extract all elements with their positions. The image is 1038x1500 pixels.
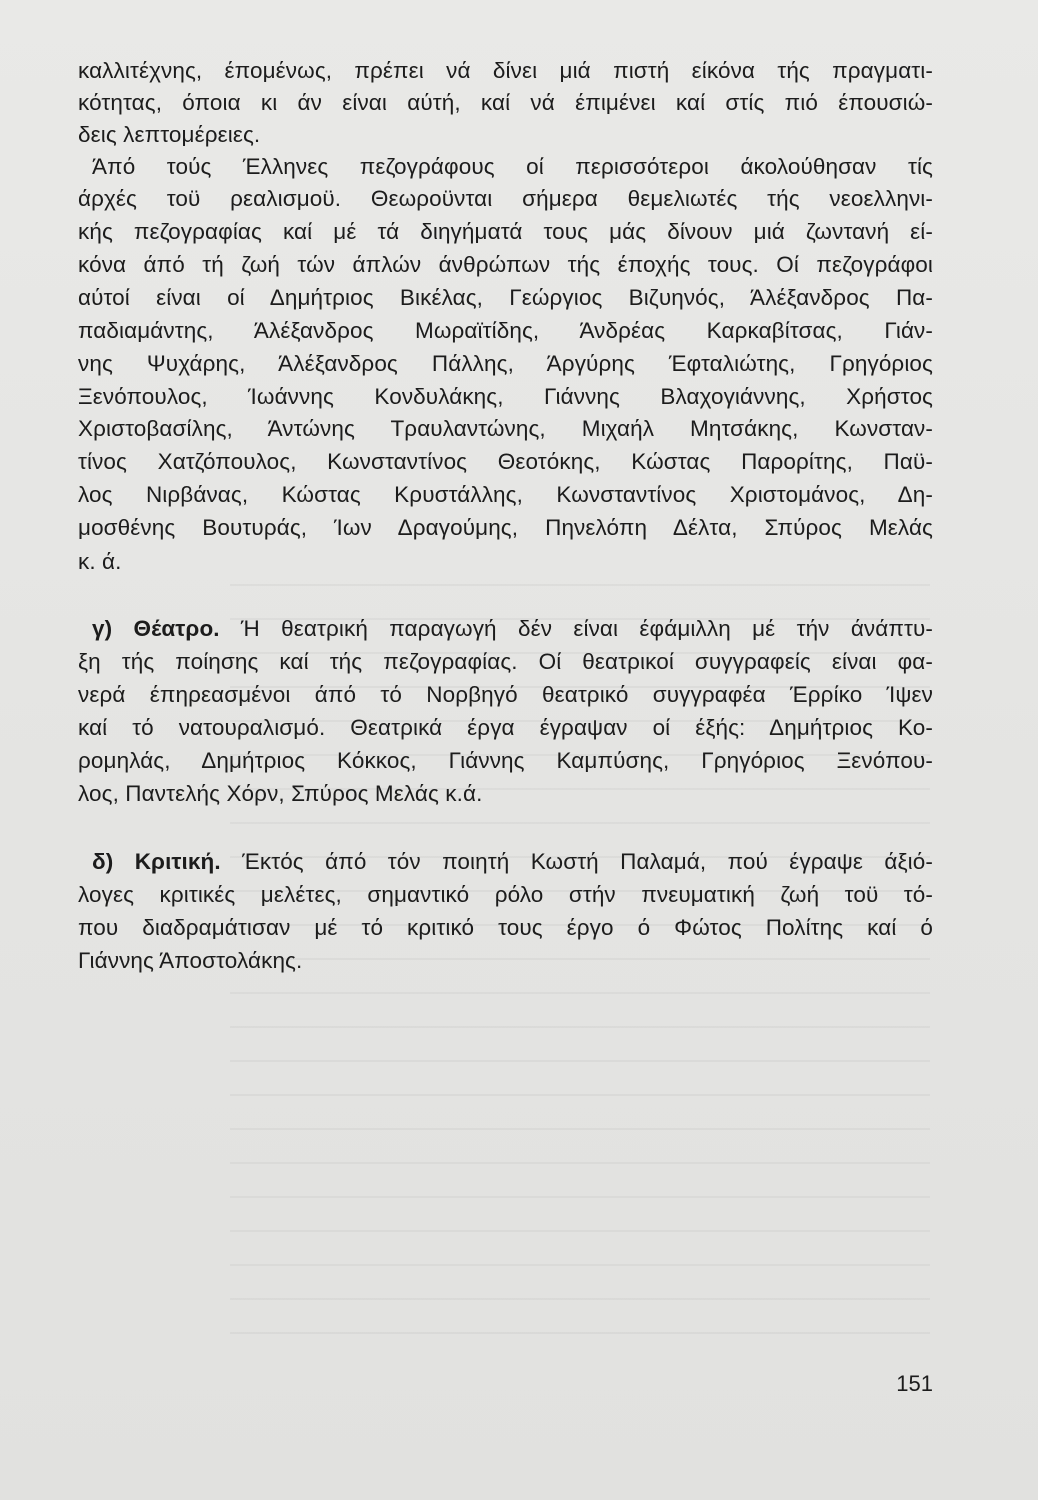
text-line: Άπό τούς Έλληνες πεζογράφους οί περισσότεροι άκολούθησαν τίς	[92, 154, 933, 179]
text-line: άρχές τοϋ ρεαλισμοϋ. Θεωροϋνται σήμερα θεμελιωτές τής νεοελληνι-	[78, 186, 933, 211]
section-heading-theatre: γ) Θέατρο.	[92, 616, 220, 641]
text-line: κόνα άπό τή ζωή τών άπλών άνθρώπων τής έποχής τους. Οί πεζογράφοι	[78, 252, 933, 277]
section-line-theatre	[92, 613, 933, 645]
text-line: κ. ά.	[78, 549, 122, 574]
text-line: μοσθένης Βουτυράς, Ίων Δραγούμης, Πηνελόπη Δέλτα, Σπύρος Μελάς	[78, 515, 933, 540]
text-line: αύτοί είναι οί Δημήτριος Βικέλας, Γεώργιος Βιζυηνός, Άλέξανδρος Πα-	[78, 285, 933, 310]
section-line-criticism	[92, 846, 933, 878]
text-line: τίνος Χατζόπουλος, Κωνσταντίνος Θεοτόκης, Κώστας Παρορίτης, Παϋ-	[78, 449, 933, 474]
text-span: Ή θεατρική παραγωγή δέν είναι έφάμιλλη μέ τήν άνάπτυ-	[219, 616, 933, 641]
text-line: ρομηλάς, Δημήτριος Κόκκος, Γιάννης Καμπύσης, Γρηγόριος Ξενόπου-	[78, 748, 933, 773]
text-line: λογες κριτικές μελέτες, σημαντικό ρόλο στήν πνευματική ζωή τοϋ τό-	[78, 882, 933, 907]
text-line: καλλιτέχνης, έπομένως, πρέπει νά δίνει μιά πιστή είκόνα τής πραγματι-	[78, 58, 933, 83]
text-line: Ξενόπουλος, Ίωάννης Κονδυλάκης, Γιάννης Βλαχογιάννης, Χρήστος	[78, 384, 933, 409]
text-line: καί τό νατουραλισμό. Θεατρικά έργα έγραψαν οί έξής: Δημήτριος Κο-	[78, 715, 933, 740]
text-line: νης Ψυχάρης, Άλέξανδρος Πάλλης, Άργύρης Έφταλιώτης, Γρηγόριος	[78, 351, 933, 376]
text-line: νερά έπηρεασμένοι άπό τό Νορβηγό θεατρικό συγγραφέα Έρρίκο Ίψεν	[78, 682, 933, 707]
text-line: Χριστοβασίλης, Άντώνης Τραυλαντώνης, Μιχαήλ Μητσάκης, Κωνσταν-	[78, 416, 933, 441]
text-line: κής πεζογραφίας καί μέ τά διηγήματά τους μάς δίνουν μιά ζωντανή εί-	[78, 219, 933, 244]
page-number: 151	[896, 1371, 933, 1396]
text-line: λος, Παντελής Χόρν, Σπύρος Μελάς κ.ά.	[78, 781, 483, 806]
text-line: Γιάννης Άποστολάκης.	[78, 948, 303, 973]
text-line: που διαδραμάτισαν μέ τό κριτικό τους έργο ό Φώτος Πολίτης καί ό	[78, 915, 933, 940]
text-span: Έκτός άπό τόν ποιητή Κωστή Παλαμά, πού έγραψε άξιό-	[220, 849, 933, 874]
text-line: δεις λεπτομέρειες.	[78, 122, 261, 147]
text-line: ξη τής ποίησης καί τής πεζογραφίας. Οί θεατρικοί συγγραφείς είναι φα-	[78, 649, 933, 674]
section-heading-criticism: δ) Κριτική.	[92, 849, 221, 874]
text-line: παδιαμάντης, Άλέξανδρος Μωραϊτίδης, Άνδρέας Καρκαβίτσας, Γιάν-	[78, 318, 933, 343]
text-line: λος Νιρβάνας, Κώστας Κρυστάλλης, Κωνσταντίνος Χριστομάνος, Δη-	[78, 482, 933, 507]
text-line: κότητας, όποια κι άν είναι αύτή, καί νά έπιμένει καί στίς πιό έπουσιώ-	[78, 90, 933, 115]
